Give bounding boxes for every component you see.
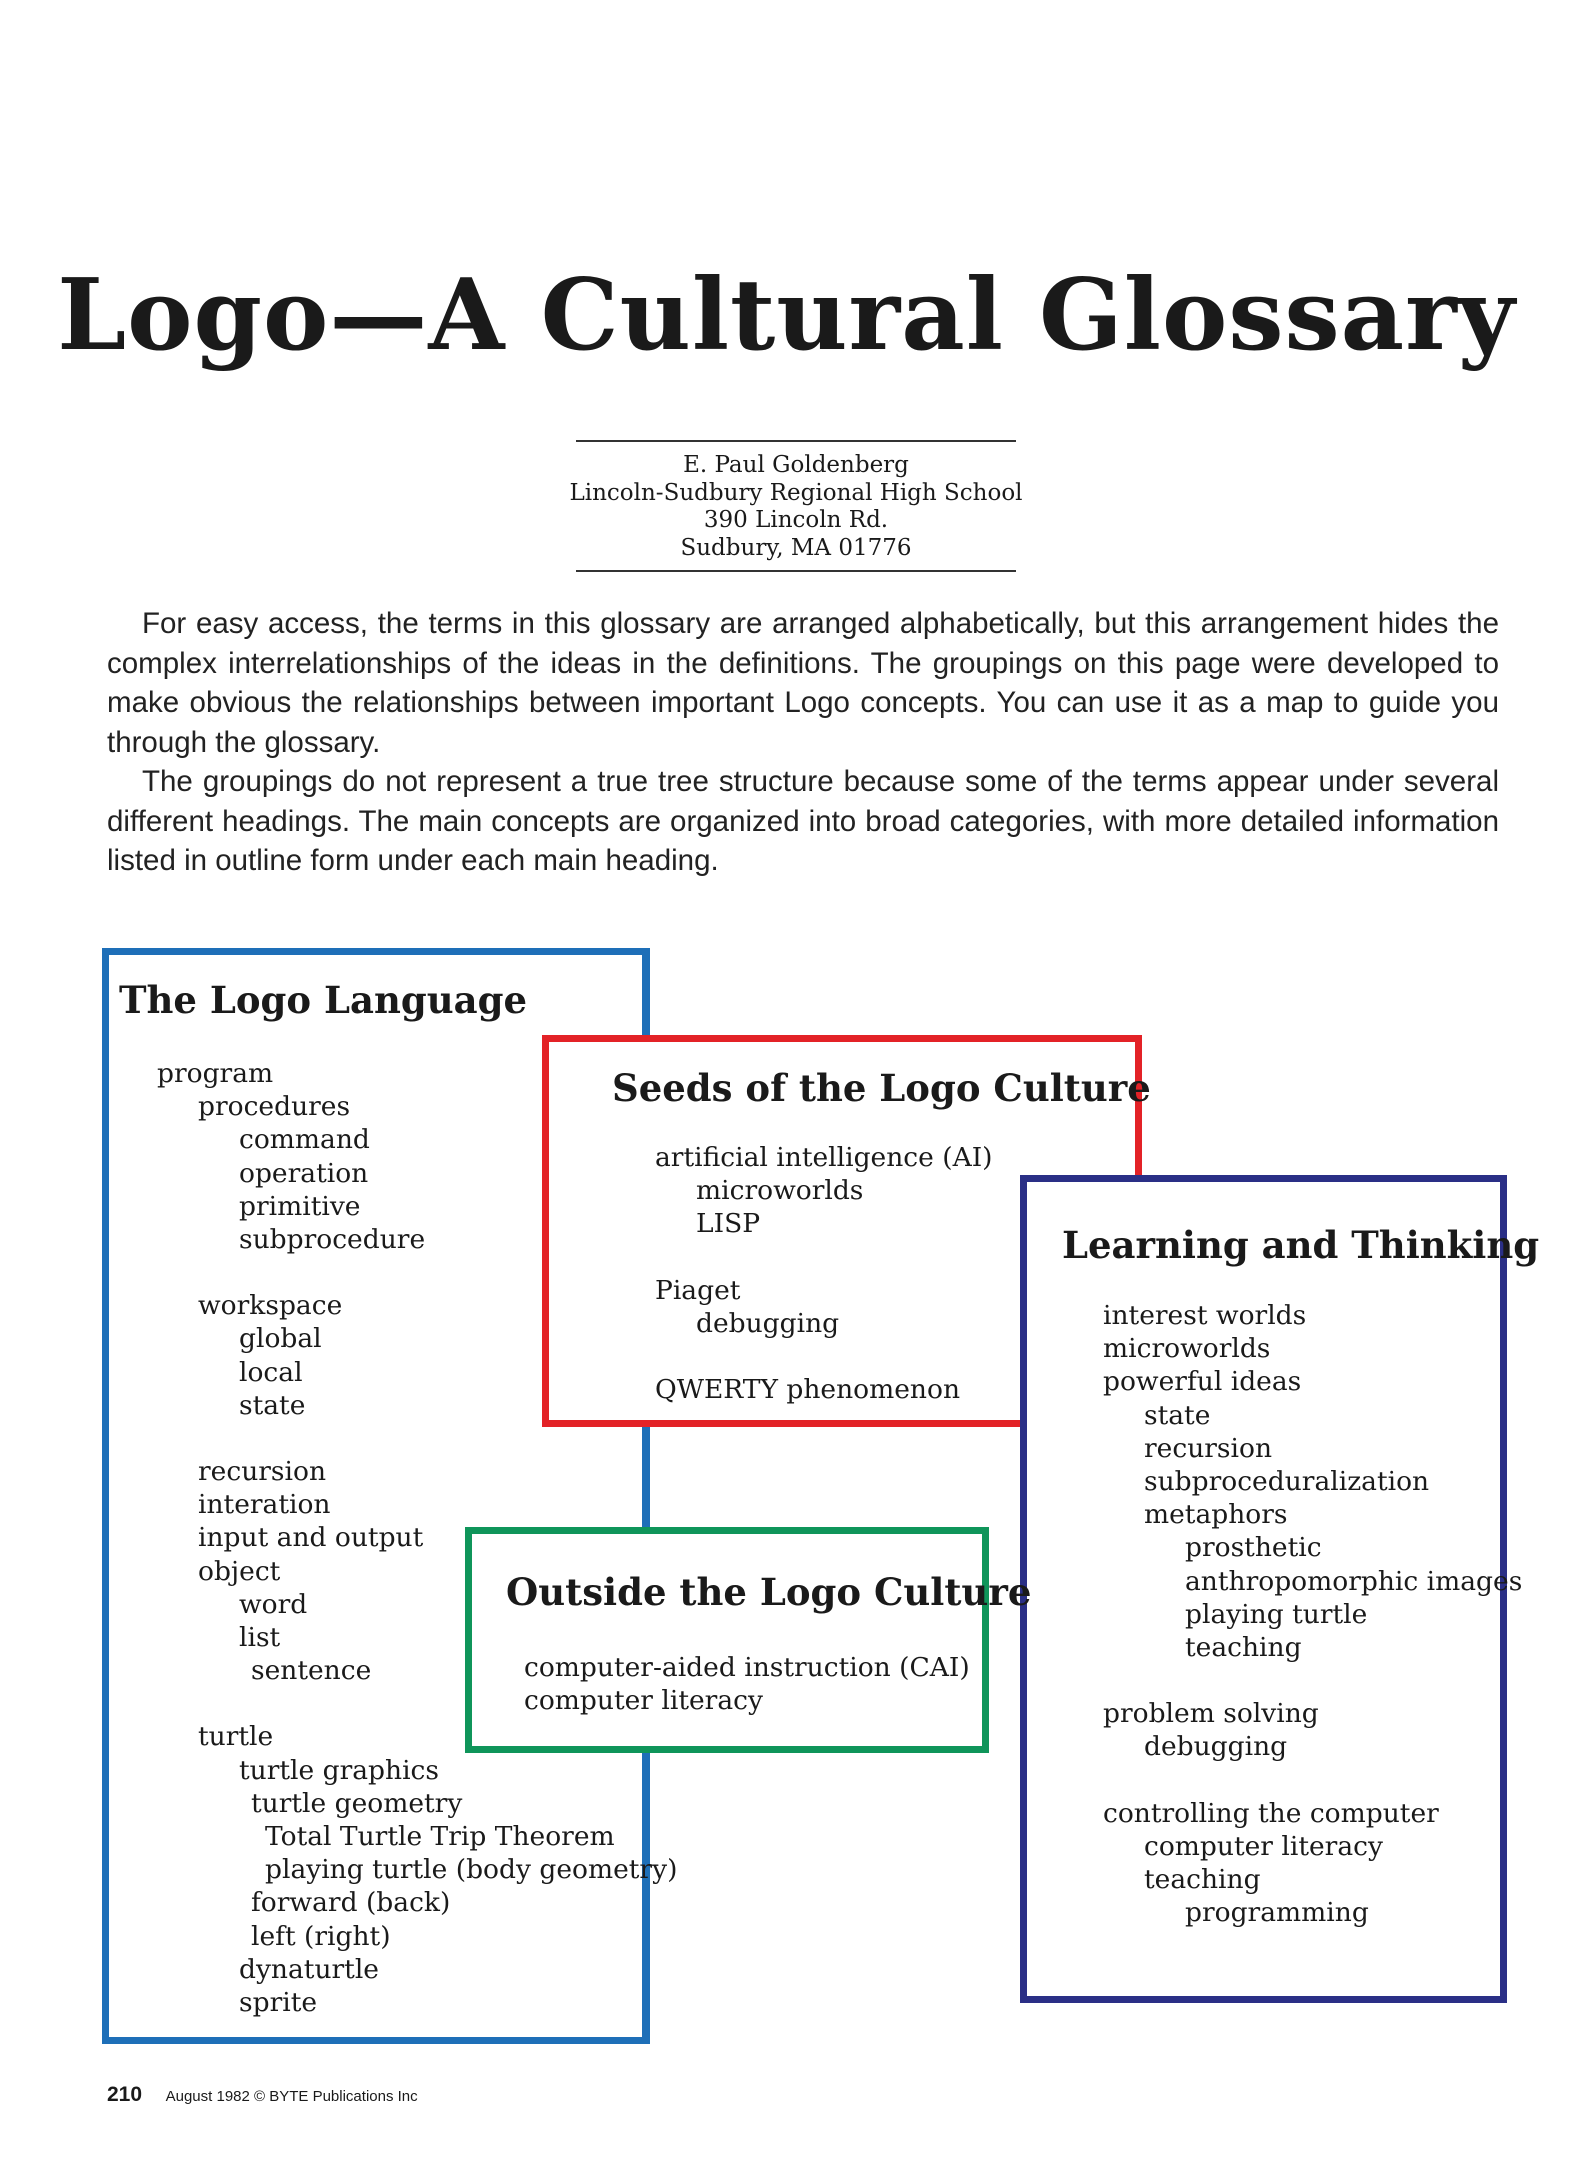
list-item: recursion [1144,1432,1273,1464]
list-item: turtle [198,1721,274,1753]
list-item: debugging [1144,1731,1288,1763]
list-item: forward (back) [251,1887,451,1919]
box-heading-logo-language: The Logo Language [119,978,528,1022]
list-item: Piaget [655,1274,741,1306]
list-item: debugging [696,1307,840,1339]
list-outside [524,1651,970,1717]
list-item: list [239,1622,281,1654]
list-spacer [1103,1764,1522,1797]
byline-bottom-rule [576,570,1016,572]
list-item: sentence [251,1655,372,1687]
list-item: dynaturtle [239,1953,379,1985]
list-item: program [157,1058,274,1089]
list-item: object [198,1555,281,1587]
list-item: left (right) [251,1920,391,1952]
footer-source: August 1982 © BYTE Publications Inc [165,2088,418,2105]
box-outside-logo-culture [465,1527,1032,1753]
list-item: local [239,1356,303,1388]
list-item: recursion [198,1456,327,1488]
list-item: turtle graphics [239,1754,439,1786]
list-item: sprite [239,1987,318,2019]
list-item: computer literacy [1144,1830,1383,1862]
list-item: command [239,1124,370,1156]
list-item: programming [1185,1897,1369,1929]
list-item: interation [198,1489,331,1521]
box-heading-seeds: Seeds of the Logo Culture [612,1066,1151,1110]
list-item: state [1144,1399,1211,1431]
author-city: Sudbury, MA 01776 [680,534,912,561]
author-street: 390 Lincoln Rd. [703,507,889,533]
list-item: workspace [198,1290,343,1322]
list-item: playing turtle [1185,1598,1368,1630]
byline [480,452,1112,562]
intro-text [107,604,1499,881]
list-item: state [239,1389,306,1421]
list-item: input and output [198,1522,424,1554]
list-item: microworlds [1103,1333,1271,1365]
page-number: 210 [107,2083,143,2106]
list-item: powerful ideas [1103,1366,1302,1398]
list-item: global [239,1323,322,1355]
box-learning-thinking [1020,1175,1540,2003]
author-school: Lincoln-Sudbury Regional High School [569,479,1023,506]
list-item: metaphors [1144,1499,1288,1531]
list-item: interest worlds [1103,1300,1307,1331]
list-item: primitive [239,1190,361,1222]
list-item: controlling the computer [1103,1797,1439,1829]
page-footer [107,2083,418,2107]
list-learning [1103,1299,1522,1929]
page-title: Logo—A Cultural Glossary [57,258,1516,373]
list-item: computer literacy [524,1685,763,1717]
author-name: E. Paul Goldenberg [683,452,909,478]
list-item: teaching [1185,1632,1302,1664]
list-item: operation [239,1157,369,1189]
byline-top-rule [576,440,1016,442]
list-item: artificial intelligence (AI) [655,1142,993,1173]
list-item: teaching [1144,1864,1261,1896]
list-spacer [1103,1664,1522,1697]
list-seeds [655,1141,993,1406]
list-item: problem solving [1103,1698,1319,1730]
list-item: microworlds [696,1175,864,1207]
list-item: subproceduralization [1144,1466,1430,1498]
intro-paragraph-2: The groupings do not represent a true tree structure because some of the terms appear under several different headings. The main concepts are organized into broad categories, with more detailed information listed in outline form under each main heading. [107,765,1499,877]
list-spacer [655,1340,993,1373]
list-item: Total Turtle Trip Theorem [265,1821,615,1853]
list-item: computer-aided instruction (CAI) [524,1652,970,1683]
intro-paragraph-1: For easy access, the terms in this glossary are arranged alphabetically, but this arrangement hides the complex interrelationships of the ideas in the definitions. The groupings on this page were developed to make obvious the relationships between important Logo concepts. You can use it as a map to guide you through the glossary. [107,607,1499,759]
list-item: QWERTY phenomenon [655,1374,961,1406]
list-item: subprocedure [239,1224,426,1256]
list-item: turtle geometry [251,1787,463,1819]
list-item: word [239,1588,308,1620]
box-heading-outside: Outside the Logo Culture [506,1570,1032,1614]
list-spacer [655,1241,993,1274]
box-heading-learning: Learning and Thinking [1062,1223,1540,1267]
list-item: prosthetic [1185,1532,1322,1564]
list-item: playing turtle (body geometry) [265,1854,678,1886]
list-item: anthropomorphic images [1185,1565,1523,1597]
list-item: LISP [696,1208,761,1240]
list-item: procedures [198,1091,351,1123]
